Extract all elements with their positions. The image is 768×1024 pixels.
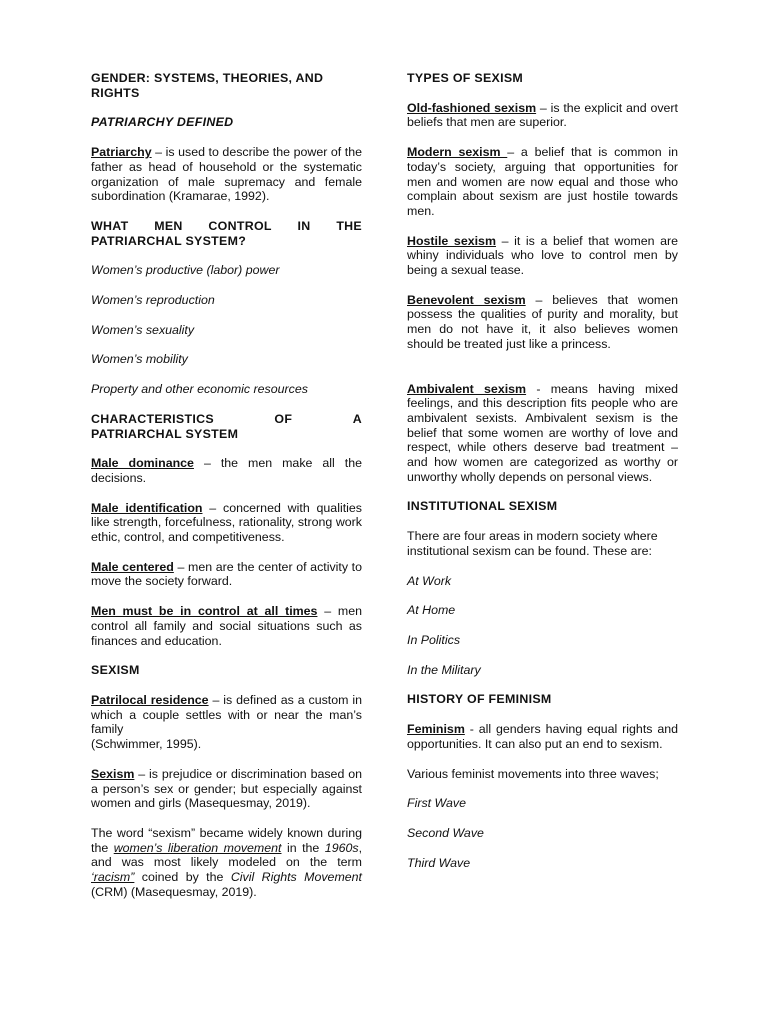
wave-item: Second Wave: [407, 825, 484, 840]
patriarchy-term: Patriarchy: [91, 145, 152, 160]
oldfashioned-term: Old-fashioned sexism: [407, 100, 537, 115]
male-dominance-paragraph: [91, 456, 362, 485]
word-sexism-paragraph: [91, 826, 362, 900]
male-centered-term: Male centered: [91, 559, 174, 574]
hostile-paragraph: [407, 234, 678, 278]
ambivalent-definition: - means having mixed feelings, and this description fits people who are ambivalent sexists. Ambivalent sexism is the belief that some women are worthy of love and respect, while others deserve bad treatment – and how women are categorized as worthy or unworthy wholly depends on personal views.: [407, 381, 678, 484]
institutional-item: In the Military: [407, 662, 481, 677]
control-heading-word: THE: [336, 218, 362, 233]
patrilocal-paragraph: [91, 693, 362, 752]
feminism-paragraph: [407, 722, 678, 751]
control-all-times-term: Men must be in control at all times: [91, 604, 318, 619]
control-heading: [91, 219, 362, 248]
control-all-times-definition: – men control all family and social situations such as finances and education.: [91, 604, 362, 648]
male-identification-paragraph: [91, 501, 362, 545]
left-column: [91, 71, 362, 899]
patrilocal-definition: – is defined as a custom in which a couple settles with or near the man’s family: [91, 692, 362, 737]
feminism-term: Feminism: [407, 722, 465, 737]
modern-paragraph: [407, 145, 678, 219]
right-column: [407, 71, 678, 870]
sexism-heading: SEXISM: [91, 663, 140, 678]
word-sexism-text: The word “sexism” became widely known during the: [91, 825, 362, 855]
male-identification-definition: – concerned with qualities like strength, forcefulness, rationality, strong work ethic, control, and competitiveness.: [91, 500, 362, 545]
modern-term: Modern sexism: [407, 145, 508, 160]
feminism-heading: HISTORY OF FEMINISM: [407, 692, 552, 707]
control-heading-line-1: [91, 219, 362, 234]
control-heading-word: IN: [297, 218, 311, 233]
patrilocal-citation: (Schwimmer, 1995).: [91, 737, 202, 752]
patrilocal-text: [91, 693, 362, 737]
sexism-term: Sexism: [91, 766, 135, 781]
feminism-definition: - all genders having equal rights and opportunities. It can also put an end to sexism.: [407, 722, 678, 751]
modern-definition: – a belief that is common in today’s society, arguing that opportunities for men and women are now equal and those who complain about sexism are just hostile towards men.: [407, 145, 678, 218]
oldfashioned-definition: – is the explicit and overt beliefs that men are superior.: [407, 100, 678, 130]
patriarchy-paragraph: [91, 145, 362, 204]
word-sexism-text: in the: [281, 840, 325, 855]
waves-intro: Various feminist movements into three waves;: [407, 766, 659, 781]
control-item: Women’s reproduction: [91, 293, 215, 308]
male-centered-paragraph: [91, 560, 362, 589]
control-heading-word: WHAT: [91, 218, 129, 233]
characteristics-heading-word: OF: [274, 411, 293, 426]
institutional-item: At Work: [407, 573, 452, 588]
oldfashioned-paragraph: [407, 101, 678, 130]
control-item: Property and other economic resources: [91, 382, 308, 397]
word-sexism-text: , and was most likely modeled on the term: [91, 840, 363, 870]
hostile-term: Hostile sexism: [407, 233, 496, 248]
characteristics-heading-word: CHARACTERISTICS: [91, 411, 214, 426]
word-sexism-emphasis: 1960s: [324, 840, 359, 855]
control-item: Women’s productive (labor) power: [91, 263, 280, 278]
control-heading-word: CONTROL: [208, 218, 272, 233]
benevolent-definition: – believes that women possess the qualities of purity and morality, but men do not have it, it also believes women should be treated just like a princess.: [407, 292, 678, 351]
male-identification-term: Male identification: [91, 500, 203, 515]
male-dominance-term: Male dominance: [91, 456, 194, 471]
benevolent-term: Benevolent sexism: [407, 292, 526, 307]
characteristics-heading-word: A: [352, 411, 362, 426]
types-heading: TYPES OF SEXISM: [407, 71, 524, 85]
benevolent-paragraph: [407, 293, 678, 352]
racism-link[interactable]: ‘racism”: [91, 870, 135, 885]
title-line-1: GENDER: SYSTEMS, THEORIES, AND: [91, 71, 324, 85]
wave-item: Third Wave: [407, 855, 471, 870]
control-all-times-paragraph: [91, 604, 362, 648]
institutional-item: In Politics: [407, 632, 461, 647]
ambivalent-paragraph: [407, 382, 678, 485]
characteristics-heading-line-1: [91, 412, 362, 427]
document-title: [91, 71, 362, 100]
ambivalent-term: Ambivalent sexism: [407, 381, 527, 396]
patrilocal-term: Patrilocal residence: [91, 692, 209, 707]
institutional-item: At Home: [407, 603, 456, 618]
characteristics-heading-line-2: PATRIARCHAL SYSTEM: [91, 426, 239, 441]
male-centered-definition: – men are the center of activity to move the society forward.: [91, 559, 363, 589]
word-sexism-emphasis: Civil Rights Movement: [230, 870, 362, 885]
word-sexism-text: coined by the: [134, 870, 231, 885]
womens-liberation-link[interactable]: women’s liberation movement: [113, 840, 282, 855]
characteristics-heading: [91, 412, 362, 441]
institutional-heading: INSTITUTIONAL SEXISM: [407, 499, 558, 514]
title-line-2: RIGHTS: [91, 85, 140, 100]
patriarchy-definition: – is used to describe the power of the father as head of household or the systematic organization of male supremacy and female subordination (Kramarae, 1992).: [91, 145, 362, 204]
hostile-definition: – it is a belief that women are whiny individuals who love to control men by being a sexual tease.: [407, 233, 679, 278]
patriarchy-heading: PATRIARCHY DEFINED: [91, 115, 234, 130]
sexism-definition: – is prejudice or discrimination based on a person’s sex or gender; but especially against women and girls (Masequesmay, 2019).: [91, 766, 362, 811]
control-heading-word: MEN: [154, 218, 183, 233]
wave-item: First Wave: [407, 796, 466, 811]
control-item: Women’s mobility: [91, 352, 188, 367]
institutional-intro: There are four areas in modern society where institutional sexism can be found. These are:: [407, 529, 658, 558]
word-sexism-text: (CRM) (Masequesmay, 2019).: [91, 884, 257, 899]
male-dominance-definition: – the men make all the decisions.: [91, 456, 363, 485]
sexism-paragraph: [91, 767, 362, 811]
control-heading-line-2: PATRIARCHAL SYSTEM?: [91, 233, 247, 248]
control-item: Women’s sexuality: [91, 322, 195, 337]
